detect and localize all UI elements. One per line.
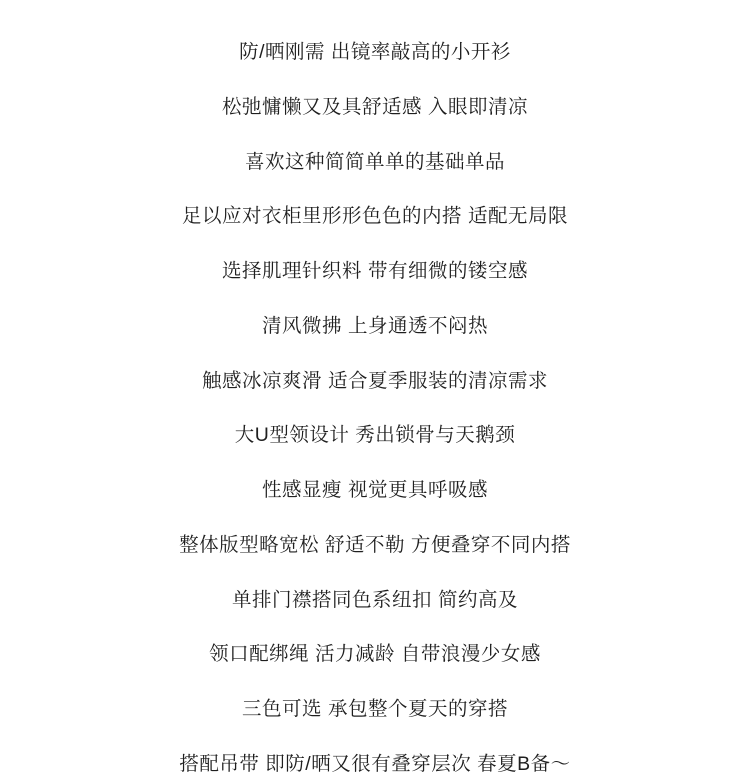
description-line: 喜欢这种简简单单的基础单品 — [244, 150, 505, 173]
description-line: 搭配吊带 即防/晒又很有叠穿层次 春夏B备～ — [179, 752, 571, 775]
description-line: 三色可选 承包整个夏天的穿搭 — [242, 698, 508, 720]
description-line: 领口配绑绳 活力减龄 自带浪漫少女感 — [209, 643, 541, 666]
description-line: 防/晒刚需 出镜率敲高的小开衫 — [239, 41, 511, 63]
description-line: 大U型领设计 秀出锁骨与天鹅颈 — [234, 424, 516, 447]
description-line: 整体版型略宽松 舒适不勒 方便叠穿不同内搭 — [179, 533, 571, 556]
description-line: 选择肌理针织料 带有细微的镂空感 — [222, 260, 528, 282]
description-line: 单排门襟搭同色系纽扣 简约高及 — [232, 588, 518, 611]
description-line: 足以应对衣柜里形形色色的内搭 适配无局限 — [182, 205, 568, 228]
description-line: 松弛慵懒又及具舒适感 入眼即清凉 — [222, 95, 528, 118]
description-line: 触感冰凉爽滑 适合夏季服装的清凉需求 — [202, 369, 548, 392]
description-line: 性感显瘦 视觉更具呼吸感 — [262, 479, 488, 501]
description-line: 清风微拂 上身通透不闷热 — [262, 314, 488, 337]
